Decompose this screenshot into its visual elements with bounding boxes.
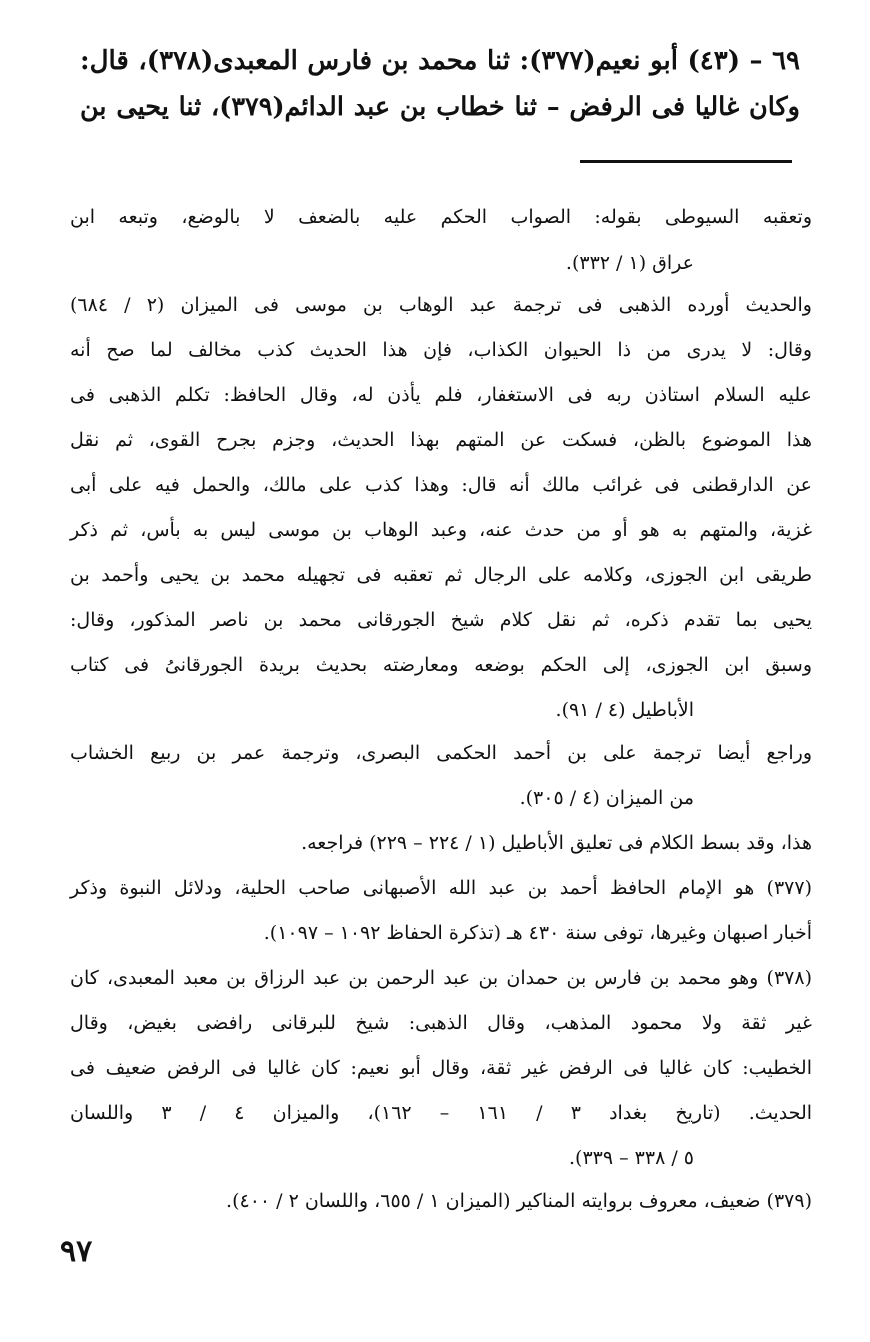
footnote-line: وقال: لا يدرى من ذا الحيوان الكذاب، فإن هذا الحديث كذب مخالف لما صح أنه bbox=[70, 339, 812, 361]
footnote-line: وتعقبه السيوطى بقوله: الصواب الحكم عليه بالضعف لا بالوضع، وتبعه ابن bbox=[70, 206, 812, 228]
footnote-line: الخطيب: كان غاليا فى الرفض غير ثقة، وقال أبو نعيم: كان غاليا فى الرفض ضعيف فى bbox=[70, 1057, 812, 1079]
footnote-line: (٣٧٨) وهو محمد بن فارس بن حمدان بن عبد الرحمن بن عبد الرزاق بن معبد المعبدى، كان bbox=[70, 967, 812, 989]
footnote-line: والحديث أورده الذهبى فى ترجمة عبد الوهاب بن موسى فى الميزان (٢ / ٦٨٤) bbox=[70, 294, 812, 316]
main-text-line-2: وكان غاليا فى الرفض – ثنا خطاب بن عبد الدائم(٣٧٩)، ثنا يحيى بن bbox=[80, 92, 800, 122]
footnote-line: عن الدارقطنى فى غرائب مالك أنه قال: وهذا كذب على مالك، والحمل فيه على أبى bbox=[70, 474, 812, 496]
footnote-separator-rule bbox=[580, 160, 792, 163]
footnote-line: هذا، وقد بسط الكلام فى تعليق الأباطيل (١ / ٢٢٤ – ٢٢٩) فراجعه. bbox=[301, 832, 812, 854]
footnote-line: الأباطيل (٤ / ٩١). bbox=[555, 699, 694, 721]
footnote-line: أخبار اصبهان وغيرها، توفى سنة ٤٣٠ هـ (تذكرة الحفاظ ١٠٩٢ – ١٠٩٧). bbox=[263, 922, 812, 944]
footnote-line: غزية، والمتهم به هو أو من حدث عنه، وعبد الوهاب بن موسى ليس به بأس، ثم ذكر bbox=[70, 519, 812, 541]
main-text-line-1: ٦٩ – (٤٣) أبو نعيم(٣٧٧): ثنا محمد بن فارس المعبدى(٣٧٨)، قال: bbox=[80, 46, 800, 76]
footnote-line: ٥ / ٣٣٨ – ٣٣٩). bbox=[569, 1147, 694, 1169]
footnote-line: هذا الموضوع بالظن، فسكت عن المتهم بهذا الحديث، وجزم بجرح القوى، ثم نقل bbox=[70, 429, 812, 451]
footnote-line: وراجع أيضا ترجمة على بن أحمد الحكمى البصرى، وترجمة عمر بن ربيع الخشاب bbox=[70, 742, 812, 764]
footnote-line: يحيى بما تقدم ذكره، ثم نقل كلام شيخ الجورقانى محمد بن ناصر المذكور، وقال: bbox=[70, 609, 812, 631]
footnote-line: (٣٧٩) ضعيف، معروف بروايته المناكير (الميزان ١ / ٦٥٥، واللسان ٢ / ٤٠٠). bbox=[226, 1190, 812, 1212]
footnote-line: غير ثقة ولا محمود المذهب، وقال الذهبى: شيخ للبرقانى رافضى بغيض، وقال bbox=[70, 1012, 812, 1034]
footnote-line: (٣٧٧) هو الإمام الحافظ أحمد بن عبد الله الأصبهانى صاحب الحلية، ودلائل النبوة وذكر bbox=[70, 877, 812, 899]
footnote-line: من الميزان (٤ / ٣٠٥). bbox=[519, 787, 694, 809]
footnote-line: عراق (١ / ٣٣٢). bbox=[565, 252, 694, 274]
footnote-line: عليه السلام استاذن ربه فى الاستغفار، فلم يأذن له، وقال الحافظ: تكلم الذهبى فى bbox=[70, 384, 812, 406]
footnote-line: طريقى ابن الجوزى، وكلامه على الرجال ثم تعقبه فى تجهيله محمد بن يحيى وأحمد بن bbox=[70, 564, 812, 586]
page-number: ٩٧ bbox=[60, 1234, 93, 1269]
footnote-line: وسبق ابن الجوزى، إلى الحكم بوضعه ومعارضته بحديث بريدة الجورقانىُ فى كتاب bbox=[70, 654, 812, 676]
footnote-line: الحديث. (تاريخ بغداد ٣ / ١٦١ – ١٦٢)، والميزان ٤ / ٣ واللسان bbox=[70, 1102, 813, 1124]
